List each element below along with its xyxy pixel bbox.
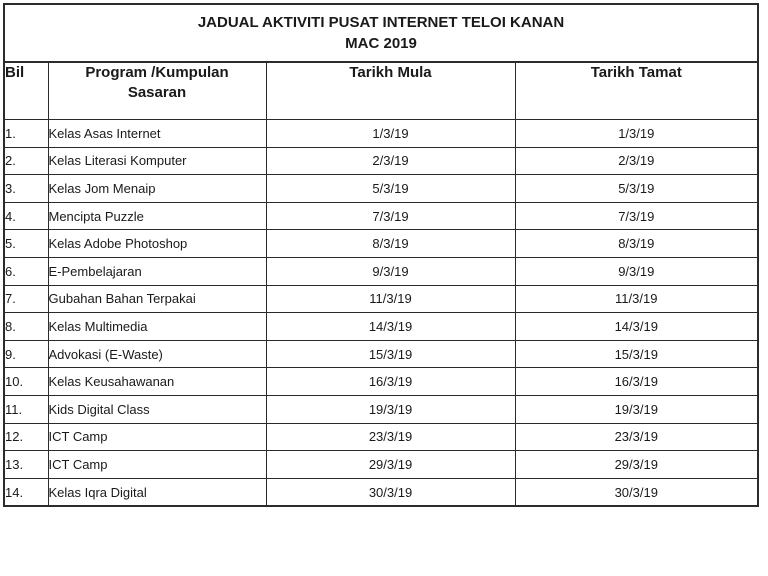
program-name-cell: ICT Camp — [48, 423, 266, 451]
row-number-cell: 13. — [4, 451, 48, 479]
row-number-cell: 8. — [4, 313, 48, 341]
start-date-cell: 16/3/19 — [266, 368, 515, 396]
column-header-program-line-1: Program /Kumpulan — [85, 64, 229, 81]
schedule-table — [3, 3, 759, 507]
end-date-cell: 7/3/19 — [515, 202, 758, 230]
program-name-cell: Mencipta Puzzle — [48, 202, 266, 230]
program-name-cell: Kelas Keusahawanan — [48, 368, 266, 396]
program-name-cell: Kelas Adobe Photoshop — [48, 230, 266, 258]
end-date-cell: 8/3/19 — [515, 230, 758, 258]
program-name-cell: ICT Camp — [48, 451, 266, 479]
table-row — [4, 313, 758, 341]
program-name-cell: Kelas Jom Menaip — [48, 175, 266, 203]
start-date-cell: 2/3/19 — [266, 147, 515, 175]
program-name-cell: Advokasi (E-Waste) — [48, 340, 266, 368]
table-row — [4, 230, 758, 258]
column-header-program — [48, 62, 266, 120]
row-number-cell: 14. — [4, 478, 48, 506]
start-date-cell: 30/3/19 — [266, 478, 515, 506]
end-date-cell: 11/3/19 — [515, 285, 758, 313]
end-date-cell: 19/3/19 — [515, 395, 758, 423]
row-number-cell: 5. — [4, 230, 48, 258]
row-number-cell: 3. — [4, 175, 48, 203]
start-date-cell: 15/3/19 — [266, 340, 515, 368]
column-header-start-date: Tarikh Mula — [266, 62, 515, 120]
start-date-cell: 29/3/19 — [266, 451, 515, 479]
table-row — [4, 478, 758, 506]
end-date-cell: 30/3/19 — [515, 478, 758, 506]
end-date-cell: 5/3/19 — [515, 175, 758, 203]
title-line-2: MAC 2019 — [345, 35, 417, 52]
row-number-cell: 10. — [4, 368, 48, 396]
program-name-cell: E-Pembelajaran — [48, 257, 266, 285]
column-header-end-date: Tarikh Tamat — [515, 62, 758, 120]
end-date-cell: 14/3/19 — [515, 313, 758, 341]
table-title — [4, 4, 758, 62]
row-number-cell: 4. — [4, 202, 48, 230]
program-name-cell: Kelas Asas Internet — [48, 120, 266, 148]
start-date-cell: 7/3/19 — [266, 202, 515, 230]
program-name-cell: Kids Digital Class — [48, 395, 266, 423]
program-name-cell: Kelas Literasi Komputer — [48, 147, 266, 175]
table-row — [4, 202, 758, 230]
start-date-cell: 11/3/19 — [266, 285, 515, 313]
start-date-cell: 19/3/19 — [266, 395, 515, 423]
column-header-bil: Bil — [4, 62, 48, 120]
table-row — [4, 147, 758, 175]
table-row — [4, 285, 758, 313]
end-date-cell: 15/3/19 — [515, 340, 758, 368]
start-date-cell: 1/3/19 — [266, 120, 515, 148]
program-name-cell: Kelas Multimedia — [48, 313, 266, 341]
end-date-cell: 16/3/19 — [515, 368, 758, 396]
program-name-cell: Kelas Iqra Digital — [48, 478, 266, 506]
column-header-program-line-2: Sasaran — [127, 84, 187, 101]
row-number-cell: 11. — [4, 395, 48, 423]
start-date-cell: 8/3/19 — [266, 230, 515, 258]
table-row — [4, 120, 758, 148]
program-name-cell: Gubahan Bahan Terpakai — [48, 285, 266, 313]
table-row — [4, 423, 758, 451]
end-date-cell: 9/3/19 — [515, 257, 758, 285]
row-number-cell: 1. — [4, 120, 48, 148]
table-row — [4, 340, 758, 368]
row-number-cell: 12. — [4, 423, 48, 451]
row-number-cell: 6. — [4, 257, 48, 285]
end-date-cell: 29/3/19 — [515, 451, 758, 479]
table-row — [4, 368, 758, 396]
title-line-1: JADUAL AKTIVITI PUSAT INTERNET TELOI KANAN — [197, 14, 565, 31]
start-date-cell: 9/3/19 — [266, 257, 515, 285]
table-row — [4, 175, 758, 203]
start-date-cell: 5/3/19 — [266, 175, 515, 203]
end-date-cell: 2/3/19 — [515, 147, 758, 175]
start-date-cell: 23/3/19 — [266, 423, 515, 451]
end-date-cell: 1/3/19 — [515, 120, 758, 148]
table-row — [4, 257, 758, 285]
end-date-cell: 23/3/19 — [515, 423, 758, 451]
row-number-cell: 7. — [4, 285, 48, 313]
start-date-cell: 14/3/19 — [266, 313, 515, 341]
row-number-cell: 9. — [4, 340, 48, 368]
header-row — [4, 62, 758, 120]
row-number-cell: 2. — [4, 147, 48, 175]
table-row — [4, 451, 758, 479]
table-row — [4, 395, 758, 423]
